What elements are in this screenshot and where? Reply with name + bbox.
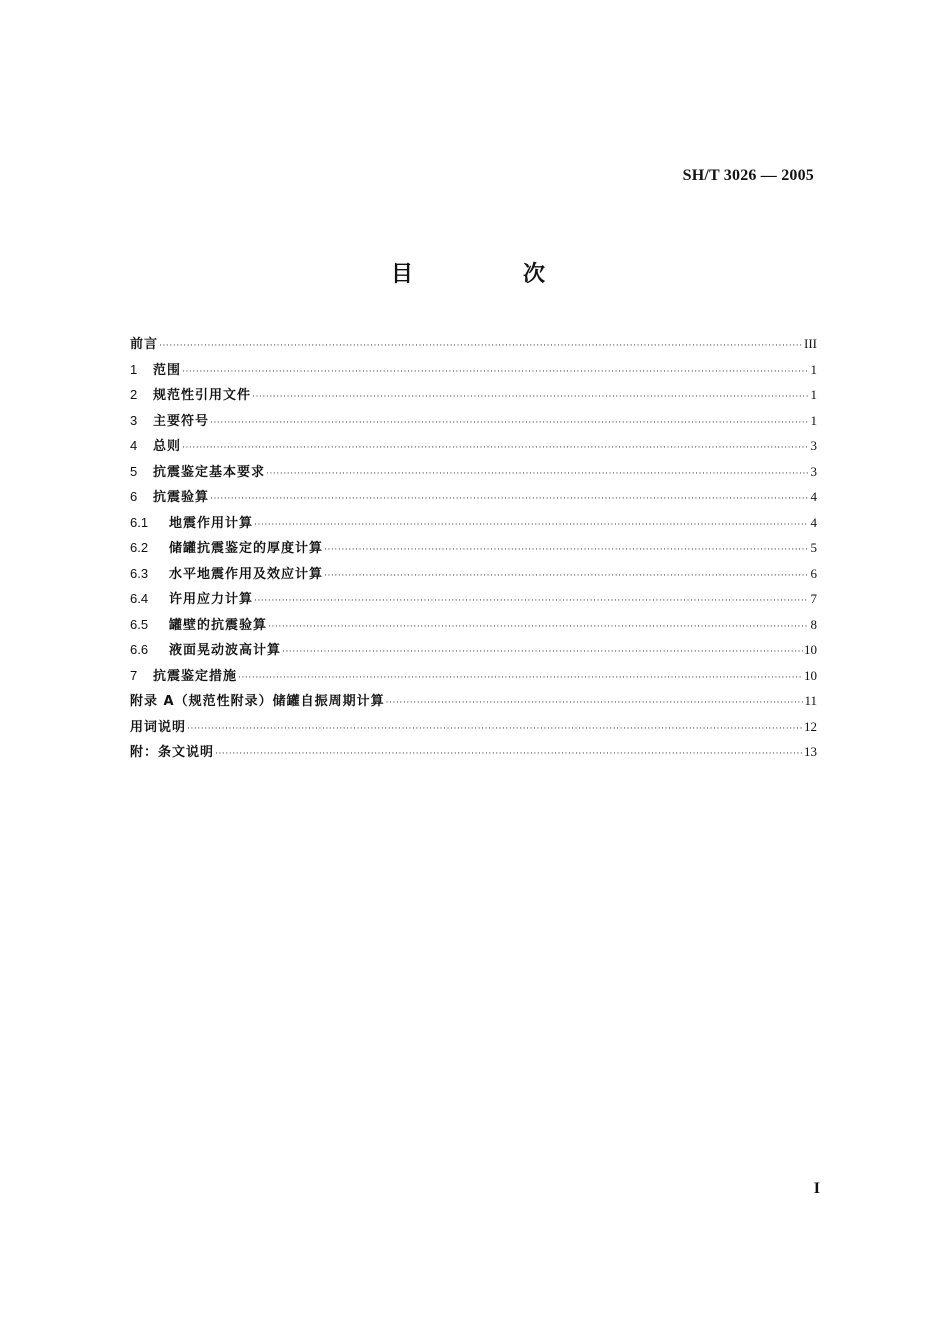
toc-leader-dots [324, 564, 808, 590]
toc-entry-number: 3 [130, 412, 138, 428]
toc-leader-dots [210, 487, 808, 513]
toc-entry-number: 6.5 [130, 616, 149, 632]
toc-entry[interactable] [130, 612, 817, 638]
toc-leader-dots [386, 691, 804, 717]
toc-entry[interactable] [130, 663, 817, 689]
toc-entry-label: 总则 [153, 439, 182, 454]
toc-leader-dots [159, 334, 803, 360]
toc-entry-label: 水平地震作用及效应计算 [169, 566, 324, 582]
standard-number: SH/T 3026 — 2005 [682, 167, 814, 184]
toc-entry-label: 范围 [153, 362, 182, 378]
toc-entry-page: 5 [810, 540, 817, 555]
toc-entry-label: 抗震鉴定基本要求 [153, 464, 266, 480]
toc-entry-label: 附：条文说明 [130, 745, 215, 760]
toc-entry-label: 储罐抗震鉴定的厚度计算 [169, 541, 324, 556]
toc-entry-number: 6.1 [130, 514, 149, 530]
toc-entry-number: 6.2 [130, 540, 149, 555]
toc-entry-label: 用词说明 [130, 719, 187, 735]
toc-entry-page: 12 [804, 718, 817, 734]
table-of-contents [130, 331, 817, 765]
toc-entry[interactable] [130, 357, 817, 383]
toc-leader-dots [238, 666, 803, 692]
toc-entry-number: 6 [130, 489, 138, 504]
toc-entry-label: 前言 [130, 337, 159, 352]
toc-leader-dots [215, 742, 803, 768]
toc-entry-label: 许用应力计算 [169, 592, 254, 607]
toc-leader-dots [254, 589, 808, 615]
toc-entry-page: III [804, 336, 817, 351]
toc-entry-label: 抗震鉴定措施 [153, 668, 238, 684]
toc-leader-dots [252, 385, 808, 411]
toc-entry[interactable] [130, 739, 817, 765]
page-title: 目 次 [390, 262, 589, 287]
toc-entry[interactable] [130, 535, 817, 561]
toc-entry[interactable] [130, 382, 817, 408]
toc-leader-dots [268, 615, 808, 641]
toc-leader-dots [282, 640, 803, 666]
toc-entry-number: 7 [130, 667, 138, 683]
toc-entry-number: 1 [130, 361, 138, 377]
toc-leader-dots [187, 717, 803, 743]
toc-entry[interactable] [130, 637, 817, 663]
toc-entry-number: 4 [130, 438, 138, 453]
toc-entry-page: 10 [804, 642, 817, 657]
toc-entry-number: 2 [130, 387, 138, 402]
toc-entry-page: 10 [804, 667, 817, 683]
toc-entry-page: 4 [810, 489, 817, 504]
toc-leader-dots [182, 436, 808, 462]
toc-entry-label: 主要符号 [153, 413, 210, 429]
toc-entry-number: 5 [130, 463, 138, 479]
page-number: I [813, 1180, 820, 1197]
toc-entry-page: 1 [810, 387, 817, 402]
toc-entry[interactable] [130, 459, 817, 485]
toc-entry-page: 13 [804, 744, 817, 759]
toc-entry[interactable] [130, 561, 817, 587]
toc-entry-label: 附录 A（规范性附录）储罐自振周期计算 [130, 694, 385, 709]
toc-entry-page: 4 [810, 514, 817, 530]
toc-entry-page: 8 [810, 616, 817, 632]
toc-leader-dots [182, 360, 808, 386]
toc-entry-page: 3 [810, 463, 817, 479]
toc-entry-label: 规范性引用文件 [153, 388, 252, 403]
toc-leader-dots [266, 462, 808, 488]
toc-entry-label: 抗震验算 [153, 490, 210, 505]
toc-entry-label: 罐壁的抗震验算 [169, 617, 268, 633]
toc-leader-dots [210, 411, 808, 437]
toc-entry[interactable] [130, 331, 817, 357]
toc-entry-page: 6 [810, 565, 817, 581]
toc-entry-number: 6.4 [130, 591, 149, 606]
toc-entry[interactable] [130, 510, 817, 536]
toc-entry-page: 7 [810, 591, 817, 606]
toc-entry[interactable] [130, 688, 817, 714]
toc-entry-page: 3 [810, 438, 817, 453]
toc-leader-dots [324, 538, 808, 564]
toc-entry-page: 1 [810, 412, 817, 428]
toc-entry[interactable] [130, 433, 817, 459]
toc-entry-number: 6.3 [130, 565, 149, 581]
toc-entry-page: 1 [810, 361, 817, 377]
toc-entry[interactable] [130, 408, 817, 434]
toc-entry-label: 液面晃动波高计算 [169, 643, 282, 658]
toc-entry[interactable] [130, 714, 817, 740]
toc-leader-dots [254, 513, 808, 539]
toc-entry-number: 6.6 [130, 642, 149, 657]
toc-entry[interactable] [130, 484, 817, 510]
toc-entry[interactable] [130, 586, 817, 612]
toc-entry-page: 11 [804, 693, 817, 708]
toc-entry-label: 地震作用计算 [169, 515, 254, 531]
